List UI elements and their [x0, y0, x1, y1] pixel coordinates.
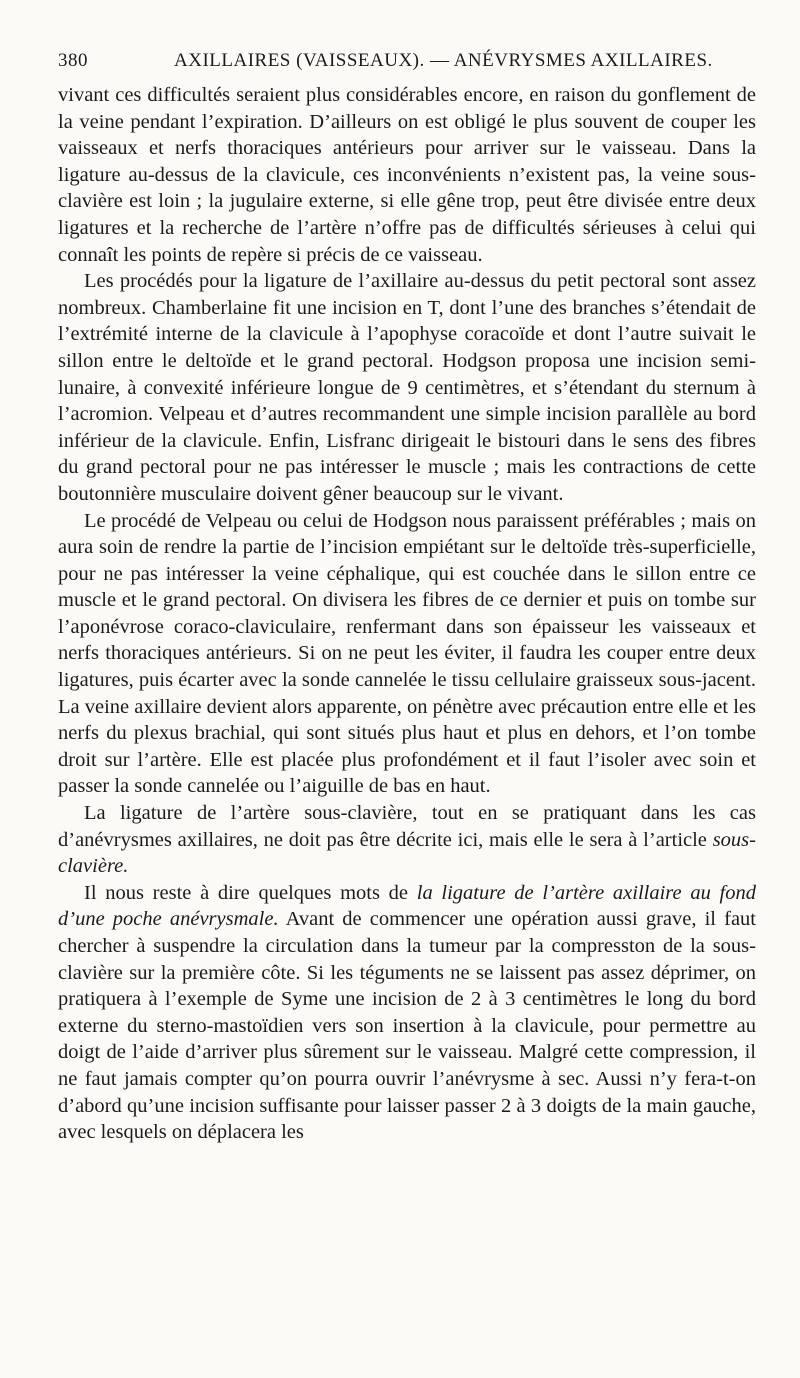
page-number: 380	[58, 50, 88, 71]
paragraph-3	[58, 508, 756, 801]
paragraph-5-text-start: Il nous reste à dire quelques mots de	[84, 881, 417, 904]
paragraph-2-text: Les procédés pour la ligature de l’axillaire au-dessus du petit pectoral sont assez nombreux. Chamberlaine fit une incision en T, dont l’une des branches s’étendait de l’extrémité interne de la clavicule à l’apophyse coracoïde et dont l’autre suivait le sillon entre le deltoïde et le grand pectoral. Hodgson proposa une incision semi-lunaire, à convexité inférieure longue de 9 centimètres, et s’étendant du sternum à l’acromion. Velpeau et d’autres recommandent une simple incision parallèle au bord inférieur de la clavicule. Enfin, Lisfranc dirigeait le bistouri dans le sens des fibres du grand pectoral pour ne pas intéresser le muscle ; mais les contractions de cette boutonnière musculaire doivent gêner beaucoup sur le vivant.	[58, 270, 756, 505]
paragraph-4-text: La ligature de l’artère sous-clavière, tout en se pratiquant dans les cas d’anévrysmes axillaires, ne doit pas être décrite ici, mais elle le sera à l’article	[58, 802, 756, 851]
paragraph-5	[58, 880, 756, 1146]
paragraph-4-italic: sous-clavière.	[58, 828, 756, 878]
paragraph-5-italic: la ligature de l’artère axillaire au fond d’une poche anévrysmale.	[58, 881, 756, 931]
paragraph-2	[58, 268, 756, 507]
body-text	[58, 82, 756, 1146]
running-header	[58, 44, 758, 78]
paragraph-1	[58, 82, 756, 268]
paragraph-5-text-end: Avant de commencer une opération aussi grave, il faut chercher à suspendre la circulation dans la tumeur par la compresston de la sous-clavière sur la première côte. Si les téguments ne se laissent pas assez déprimer, on pratiquera à l’exemple de Syme une incision de 2 à 3 centimètres le long du bord externe du sterno-mastoïdien vers son insertion à la clavicule, pour permettre au doigt de l’aide d’arriver plus sûrement sur le vaisseau. Malgré cette compression, il ne faut jamais compter qu’on pourra ouvrir l’anévrysme à sec. Aussi n’y fera-t-on d’abord qu’une incision suffisante pour laisser passer 2 à 3 doigts de la main gauche, avec lesquels on déplacera les	[58, 908, 756, 1144]
paragraph-3-text: Le procédé de Velpeau ou celui de Hodgson nous paraissent préférables ; mais on aura soin de rendre la partie de l’incision empiétant sur le deltoïde très-superficielle, pour ne pas intéresser la veine céphalique, qui est couchée dans le sillon entre ce muscle et le grand pectoral. On divisera les fibres de ce dernier et puis on tombe sur l’aponévrose coraco-claviculaire, renfermant dans son épaisseur les vaisseaux et nerfs thoraciques antérieurs. Si on ne peut les éviter, il faudra les couper entre deux ligatures, puis écarter avec la sonde cannelée le tissu cellulaire graisseux sous-jacent. La veine axillaire devient alors apparente, on pénètre avec précaution entre elle et les nerfs du plexus brachial, qui sont situés plus haut et plus en dehors, et l’on tombe droit sur l’artère. Elle est placée plus profondément et il faut l’isoler avec soin et passer la sonde cannelée ou l’aiguille de bas en haut.	[58, 509, 756, 798]
running-title: AXILLAIRES (VAISSEAUX). — ANÉVRYSMES AXILLAIRES.	[174, 50, 713, 71]
paragraph-1-text: vivant ces difficultés seraient plus considérables encore, en raison du gonflement de la veine pendant l’expiration. D’ailleurs on est obligé le plus souvent de couper les vaisseaux et nerfs thoraciques antérieurs pour arriver sur le vaisseau. Dans la ligature au-dessus de la clavicule, ces inconvénients n’existent pas, la veine sous-clavière est loin ; la jugulaire externe, si elle gêne trop, peut être divisée entre deux ligatures et la recherche de l’artère n’offre pas de difficultés sérieuses à celui qui connaît les points de repère si précis de ce vaisseau.	[58, 84, 756, 266]
paragraph-4	[58, 800, 756, 880]
